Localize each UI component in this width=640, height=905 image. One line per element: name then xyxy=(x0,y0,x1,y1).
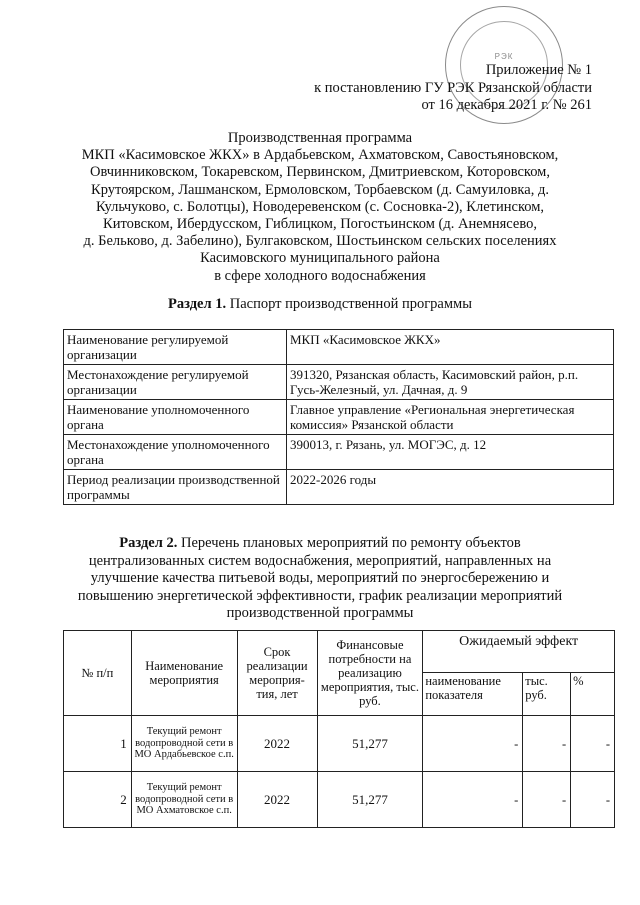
header-num: № п/п xyxy=(64,631,132,716)
row-name: Текущий ремонт водопроводной сети в МО Ардабьевское с.п. xyxy=(131,716,237,772)
header-term: Срок реализации мероприя-тия, лет xyxy=(237,631,317,716)
passport-key: Наименование уполномоченного органа xyxy=(64,400,287,435)
passport-value: 391320, Рязанская область, Касимовский район, р.п. Гусь-Железный, ул. Дачная, д. 9 xyxy=(287,365,614,400)
row-num: 1 xyxy=(64,716,132,772)
plan-table xyxy=(63,630,615,828)
section1-title: Паспорт производственной программы xyxy=(226,296,472,312)
header-rub: тыс. руб. xyxy=(523,673,571,716)
title-line: Крутоярском, Лашманском, Ермоловском, Торбаевском (д. Самуиловка, д. xyxy=(91,181,549,198)
program-title xyxy=(40,130,600,285)
row-num: 2 xyxy=(64,772,132,828)
passport-value: 390013, г. Рязань, ул. МОГЭС, д. 12 xyxy=(287,435,614,470)
appendix-header xyxy=(314,62,592,115)
header-effect: Ожидаемый эффект xyxy=(423,631,615,673)
table-row xyxy=(64,435,614,470)
passport-key: Местонахождение уполномоченного органа xyxy=(64,435,287,470)
table-row xyxy=(64,772,615,828)
section2-heading xyxy=(60,535,580,623)
row-rub: - xyxy=(523,772,571,828)
appendix-line: от 16 декабря 2021 г. № 261 xyxy=(421,97,592,113)
title-line: Кульчуково, с. Болотцы), Новодеревенском (с. Сосновка-2), Клетинском, xyxy=(95,198,545,215)
row-finance: 51,277 xyxy=(317,716,423,772)
header-name: Наименование мероприятия xyxy=(131,631,237,716)
passport-value: МКП «Касимовское ЖКХ» xyxy=(287,330,614,365)
title-line: Овчинниковском, Токаревском, Первинском, Дмитриевском, Которовском, xyxy=(90,164,550,181)
section2-label: Раздел 2. xyxy=(119,535,178,551)
passport-value: Главное управление «Региональная энергетическая комиссия» Рязанской области xyxy=(287,400,614,435)
title-line: в сфере холодного водоснабжения xyxy=(214,267,426,284)
title-line: МКП «Касимовское ЖКХ» в Ардабьевском, Ахматовском, Савостьяновском, xyxy=(81,147,559,164)
table-row xyxy=(64,400,614,435)
title-line: Китовском, Ибердусском, Гиблицком, Погостьинском (д. Анемнясево, xyxy=(103,216,537,233)
row-indicator: - xyxy=(423,772,523,828)
passport-table xyxy=(63,329,614,505)
row-percent: - xyxy=(571,716,615,772)
row-name: Текущий ремонт водопроводной сети в МО Ахматовское с.п. xyxy=(131,772,237,828)
passport-key: Период реализации производственной программы xyxy=(64,470,287,505)
header-finance: Финансовые потребности на реализацию мероприятия, тыс. руб. xyxy=(317,631,423,716)
row-percent: - xyxy=(571,772,615,828)
table-row xyxy=(64,365,614,400)
title-line: д. Бельково, д. Забелино), Булгаковском, Шостьинском сельских поселениях xyxy=(83,233,557,250)
table-header-row xyxy=(64,631,615,673)
row-finance: 51,277 xyxy=(317,772,423,828)
row-rub: - xyxy=(523,716,571,772)
section1-label: Раздел 1. xyxy=(168,296,227,312)
passport-value: 2022-2026 годы xyxy=(287,470,614,505)
appendix-line: к постановлению ГУ РЭК Рязанской области xyxy=(314,79,592,96)
row-indicator: - xyxy=(423,716,523,772)
title-line: Касимовского муниципального района xyxy=(200,250,440,267)
passport-key: Местонахождение регулируемой организации xyxy=(64,365,287,400)
table-row xyxy=(64,716,615,772)
section1-heading xyxy=(0,296,640,313)
header-indicator: наименование показателя xyxy=(423,673,523,716)
table-row xyxy=(64,330,614,365)
passport-key: Наименование регулируемой организации xyxy=(64,330,287,365)
row-term: 2022 xyxy=(237,772,317,828)
section2-title: Перечень плановых мероприятий по ремонту объектов централизованных систем водоснабжения, мероприятий, направленных на улучшение качества питьевой воды, мероприятий по энергосбережению и повышению энергетической эффективности, график реализации мероприятий производственной программы xyxy=(77,535,563,621)
row-term: 2022 xyxy=(237,716,317,772)
table-row xyxy=(64,470,614,505)
title-line: Производственная программа xyxy=(227,130,413,146)
appendix-line: Приложение № 1 xyxy=(485,62,592,78)
header-percent: % xyxy=(571,673,615,716)
seal-text: РЭК xyxy=(494,52,514,61)
